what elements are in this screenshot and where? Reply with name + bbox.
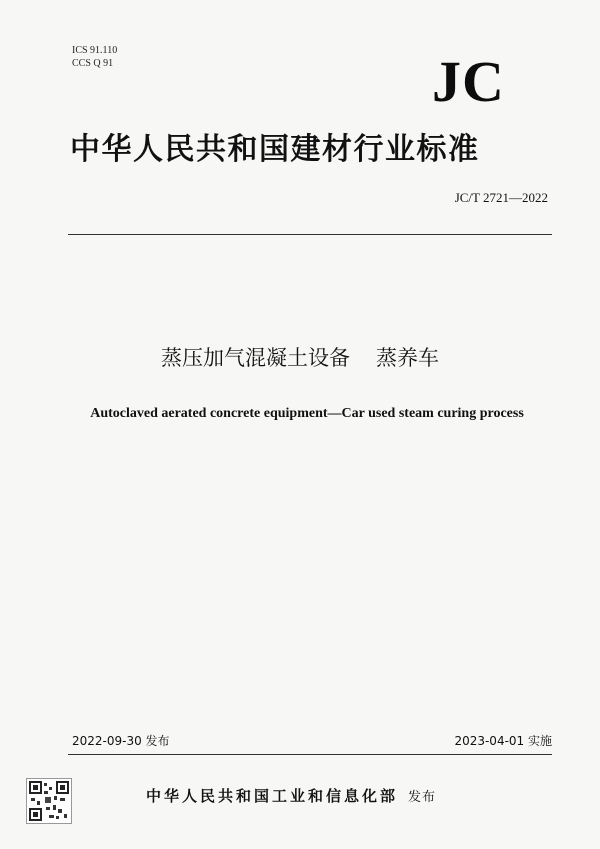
standard-number: JC/T 2721—2022 (454, 190, 548, 205)
bottom-divider (68, 754, 552, 755)
brand-mark: JC (432, 49, 505, 114)
publisher-suffix: 发布 (408, 790, 437, 805)
publisher-name: 中华人民共和国工业和信息化部 (146, 787, 399, 805)
classification-codes (72, 44, 117, 70)
qr-code-icon (26, 778, 72, 824)
implementation-date: 2023-04-01 实施 (454, 734, 552, 748)
chinese-title-part1: 蒸压加气混凝土设备 (161, 346, 350, 370)
english-title: Autoclaved aerated concrete equipment—Car used steam curing process (90, 406, 524, 421)
chinese-title (0, 343, 600, 373)
ccs-code: CCS Q 91 (72, 58, 114, 69)
publisher-line (146, 786, 436, 808)
standard-type-title: 中华人民共和国建材行业标准 (70, 132, 480, 167)
chinese-title-part2: 蒸养车 (376, 346, 439, 370)
release-date: 2022-09-30 发布 (72, 734, 170, 748)
top-divider (68, 234, 552, 235)
ics-code: ICS 91.110 (72, 45, 118, 56)
